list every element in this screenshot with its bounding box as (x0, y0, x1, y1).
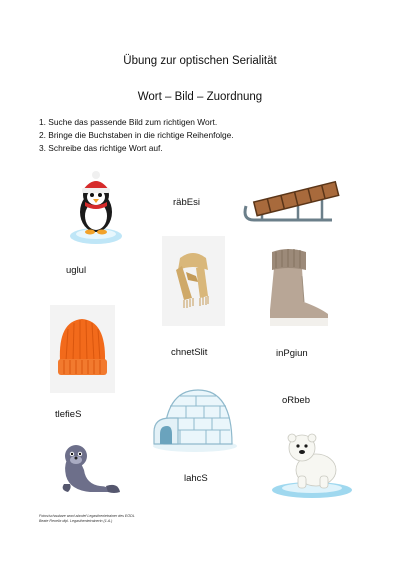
word-tlefies: tlefieS (55, 409, 82, 420)
word-orbeb: oRbeb (282, 395, 310, 406)
penguin-image (66, 168, 126, 248)
instruction-3: 3. Schreibe das richtige Wort auf. (39, 143, 163, 153)
instructions-list (39, 116, 234, 155)
worksheet-title: Übung zur optischen Serialität (123, 55, 277, 67)
instruction-2: 2. Bringe die Buchstaben in die richtige Reihenfolge. (39, 130, 234, 140)
igloo-image (150, 376, 240, 454)
polar-bear-image (270, 426, 354, 500)
seal-image (56, 440, 122, 498)
word-inpgiun: inPgiun (276, 348, 308, 359)
winter-boot-image (262, 246, 338, 332)
knit-hat-image (50, 305, 115, 393)
word-chnetslit: chnetSlit (171, 347, 208, 358)
word-lahcs: lahcS (184, 473, 208, 484)
footer-line-2: Beate Reoelix dipl. Legasthenietrainerin (1.A.) (39, 519, 113, 523)
footer-credits (39, 514, 135, 524)
worksheet-subtitle: Wort – Bild – Zuordnung (137, 91, 263, 103)
sled-image (240, 176, 340, 226)
instruction-1: 1. Suche das passende Bild zum richtigen Wort. (39, 117, 218, 127)
scarf-image (162, 236, 225, 326)
word-raebesi: räbEsi (173, 197, 200, 208)
footer-line-1: Fotos/schaubare word abcdef Legasthenietrainer des EÖDL (39, 514, 135, 518)
word-uglul: uglul (66, 265, 87, 276)
